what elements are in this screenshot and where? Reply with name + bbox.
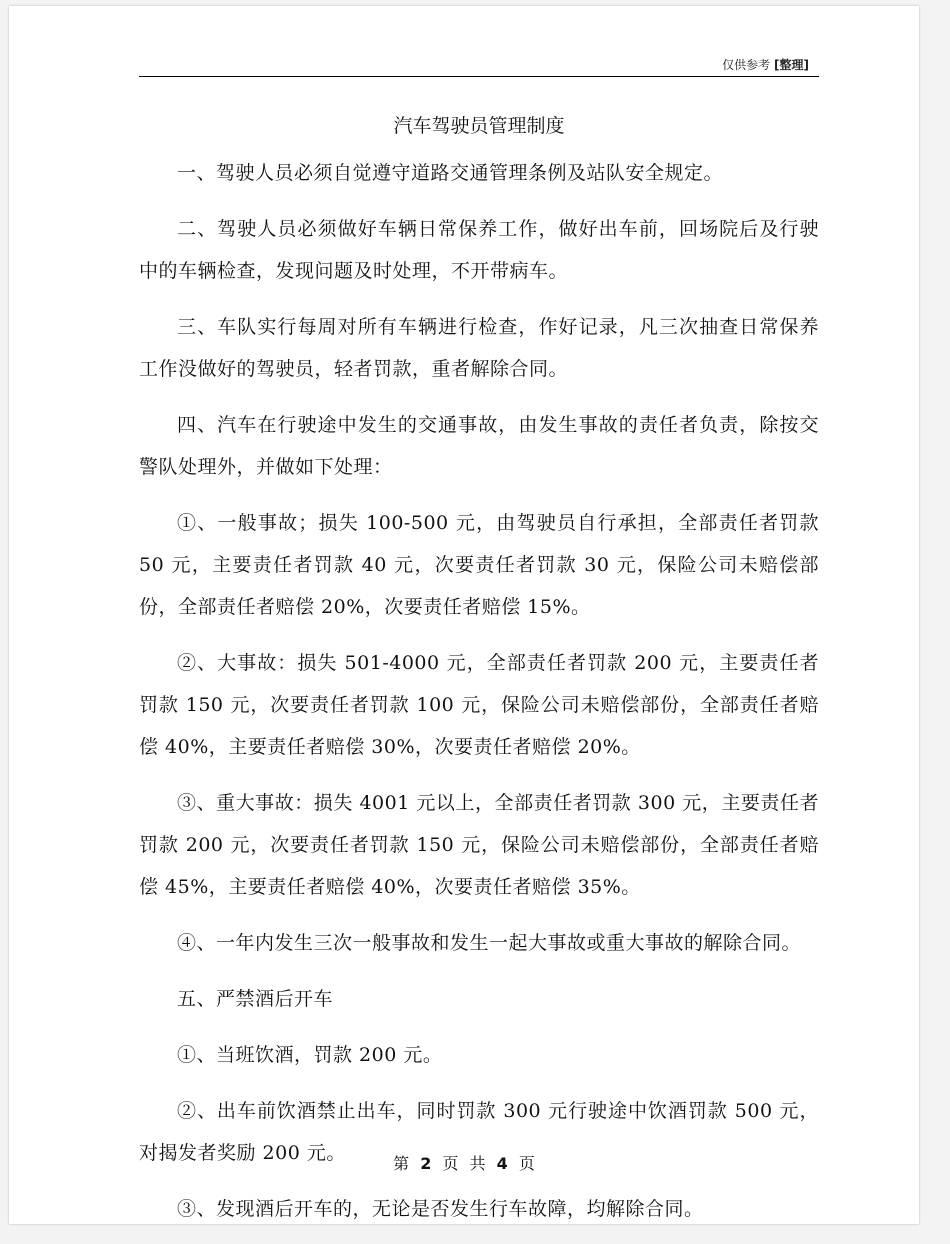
header-note: [722, 56, 809, 73]
paragraph-4-item-4: ④、一年内发生三次一般事故和发生一起大事故或重大事故的解除合同。: [177, 932, 802, 954]
document-title: 汽车驾驶员管理制度: [393, 115, 565, 137]
document-page: [9, 6, 919, 1224]
footer-current-page: 2: [420, 1154, 432, 1173]
footer-prefix: 第: [393, 1154, 410, 1173]
footer-total-pages: 4: [496, 1154, 508, 1173]
document-body: [139, 112, 819, 1244]
header-divider: [139, 76, 819, 77]
paragraph-4-item-3: ③、重大事故：损失 4001 元以上，全部责任者罚款 300 元，主要责任者罚款 200 元，次要责任者罚款 150 元，保险公司未赔偿部份，全部责任者赔偿 45%，主要责任者赔偿 40%，次要责任者赔偿 35%。: [139, 792, 819, 898]
page-footer: [9, 1151, 919, 1174]
paragraph-3: 三、车队实行每周对所有车辆进行检查，作好记录，凡三次抽查日常保养工作没做好的驾驶员，轻者罚款，重者解除合同。: [139, 316, 819, 380]
paragraph-2: 二、驾驶人员必须做好车辆日常保养工作，做好出车前，回场院后及行驶中的车辆检查，发现问题及时处理，不开带病车。: [139, 218, 819, 282]
paragraph-4-item-1: ①、一般事故；损失 100-500 元，由驾驶员自行承担，全部责任者罚款 50 元，主要责任者罚款 40 元，次要责任者罚款 30 元，保险公司未赔偿部份，全部责任者赔偿 20%，次要责任者赔偿 15%。: [139, 512, 819, 618]
paragraph-5: 五、严禁酒后开车: [177, 988, 334, 1010]
paragraph-5-item-1: ①、当班饮酒，罚款 200 元。: [177, 1044, 443, 1066]
header-note-text: 仅供参考: [722, 58, 771, 72]
footer-middle: 页 共: [442, 1154, 486, 1173]
paragraph-5-item-2: ②、出车前饮酒禁止出车，同时罚款 300 元行驶途中饮酒罚款 500 元，对揭发者奖励 200 元。: [139, 1100, 819, 1164]
paragraph-4-item-2: ②、大事故：损失 501-4000 元，全部责任者罚款 200 元，主要责任者罚款 150 元，次要责任者罚款 100 元，保险公司未赔偿部份，全部责任者赔偿 40%，主要责任者赔偿 30%，次要责任者赔偿 20%。: [139, 652, 819, 758]
paragraph-5-item-3: ③、发现酒后开车的，无论是否发生行车故障，均解除合同。: [177, 1198, 704, 1220]
paragraph-1: 一、驾驶人员必须自觉遵守道路交通管理条例及站队安全规定。: [177, 162, 724, 184]
footer-suffix: 页: [518, 1154, 535, 1173]
paragraph-4: 四、汽车在行驶途中发生的交通事故，由发生事故的责任者负责，除按交警队处理外，并做如下处理：: [139, 414, 819, 478]
header-note-tag: [整理]: [774, 58, 809, 72]
